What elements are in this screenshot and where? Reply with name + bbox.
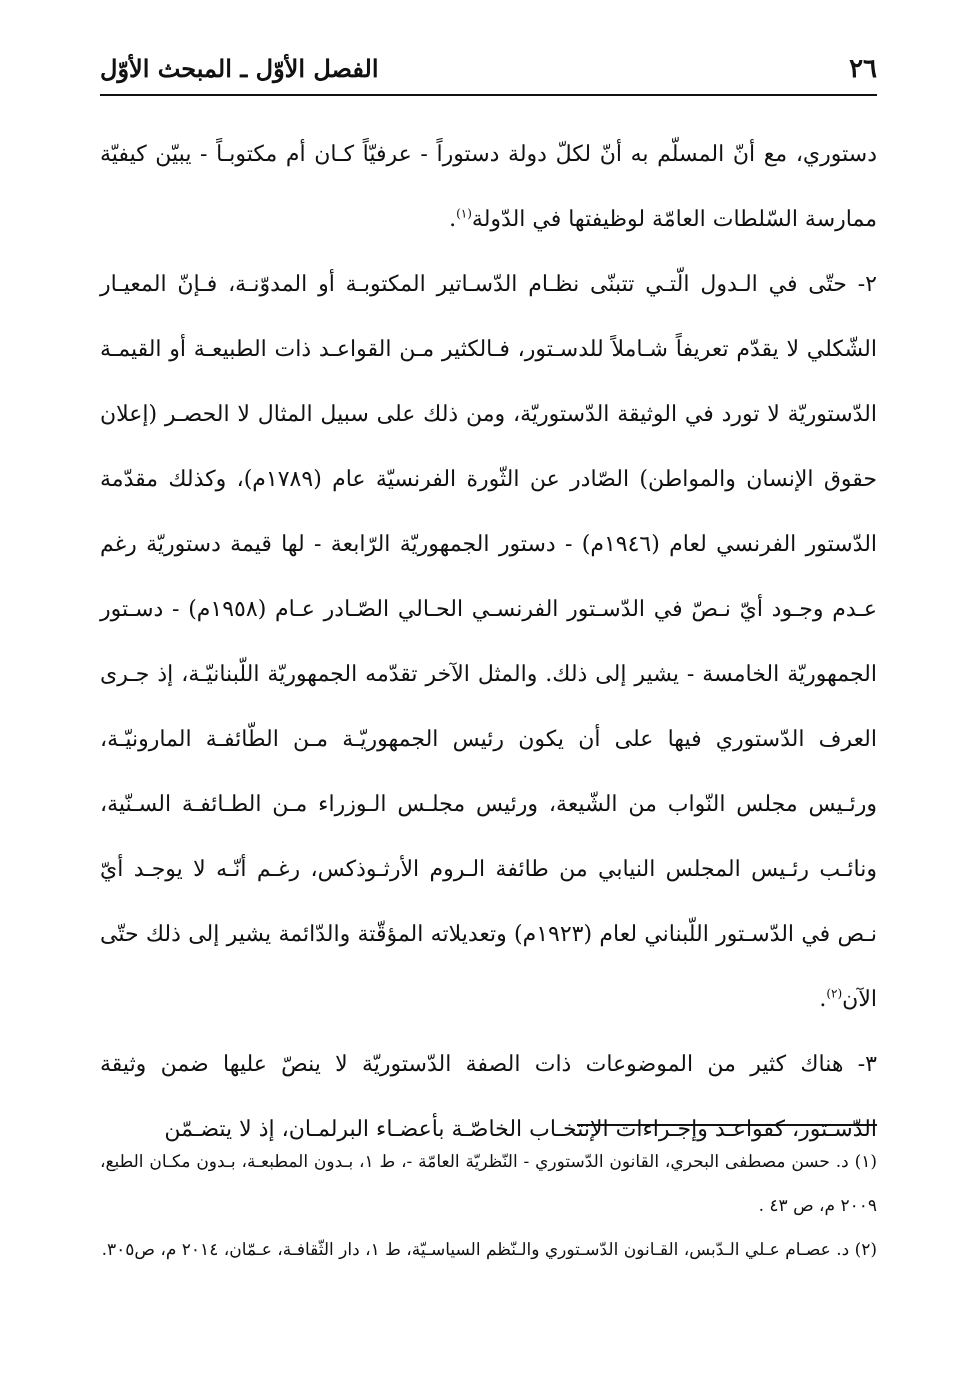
paragraph-3: ٣- هناك كثير من الموضوعات ذات الصفة الدّستوريّة لا ينصّ عليها ضمن وثيقة الدّسـتور، كقواعـد وإجـراءات الإنتخـاب الخاصّـة بأعضـاء البرلمـان، إذ لا يتضـمّن — [100, 1052, 877, 1142]
page-header — [100, 50, 877, 96]
paragraph-2-text: ٢- حتّى في الـدول الّتـي تتبنّى نظـام الدّسـاتير المكتوبـة أو المدوّنـة، فـإنّ المعيـار الشّكلي لا يقدّم تعريفاً شـاملاً للدسـتور، فـالكثير مـن القواعـد ذات الطبيعـة أو القيمـة الدّستوريّة لا تورد في الوثيقة الدّستوريّة، ومن ذلك على سبيل المثال لا الحصـر (إعلان حقوق الإنسان والمواطن) الصّادر عن الثّورة الفرنسيّة عام (١٧٨٩م)، وكذلك مقدّمة الدّستور الفرنسي لعام (١٩٤٦م) - دستور الجمهوريّة الرّابعة - لها قيمة دستوريّة رغم عـدم وجـود أيّ نـصّ في الدّسـتور الفرنسـي الحـالي الصّـادر عـام (١٩٥٨م) - دسـتور الجمهوريّة الخامسة - يشير إلى ذلك. والمثل الآخر تقدّمه الجمهوريّة اللّبنانيّـة، إذ جـرى العرف الدّستوري فيها على أن يكون رئيس الجمهوريّـة مـن الطّائفـة المارونيّـة، ورئـيس مجلس النّواب من الشّيعة، ورئيس مجلـس الـوزراء مـن الطـائفـة السـنّية، ونائـب رئـيس المجلس النيابي من طائفة الـروم الأرثـوذكس، رغـم أنّـه لا يوجـد أيّ نـص في الدّسـتور اللّبناني لعام (١٩٢٣م) وتعديلاته المؤقّتة والدّائمة يشير إلى ذلك حتّى الآن — [100, 272, 878, 1012]
footnotes — [100, 1140, 877, 1272]
page-number: ٢٦ — [849, 54, 877, 84]
running-title: الفصل الأوّل ـ المبحث الأوّل — [100, 54, 379, 83]
footnote-1: (١) د. حسن مصطفى البحري، القانون الدّستوري - النّظريّة العامّة -، ط ١، بـدون المطبعـة، بـدون مكـان الطبع، ٢٠٠٩ م، ص ٤٣ . — [100, 1152, 877, 1216]
footnote-2: (٢) د. عصـام عـلي الـدّبس، القـانون الدّسـتوري والـنّظم السياسـيّة، ط ١، دار الثّقافـة، عـمّان، ٢٠١٤ م، ص٣٠٥. — [101, 1240, 877, 1260]
body-text — [100, 122, 877, 1162]
paragraph-1-end: . — [449, 207, 457, 232]
paragraph-2-end: . — [819, 987, 827, 1012]
paragraph-1 — [100, 122, 877, 252]
footnote-divider — [577, 1124, 877, 1126]
footnote-ref-1: (١) — [456, 206, 472, 221]
paragraph-1-text: دستوري، مع أنّ المسلّم به أنّ لكلّ دولة دستوراً - عرفيّاً كـان أم مكتوبـاً - يبيّن كيفيّة ممارسة السّلطات العامّة لوظيفتها في الدّولة — [100, 142, 877, 232]
footnote-ref-2: (٢) — [826, 986, 843, 1001]
paragraph-2 — [100, 252, 877, 1032]
